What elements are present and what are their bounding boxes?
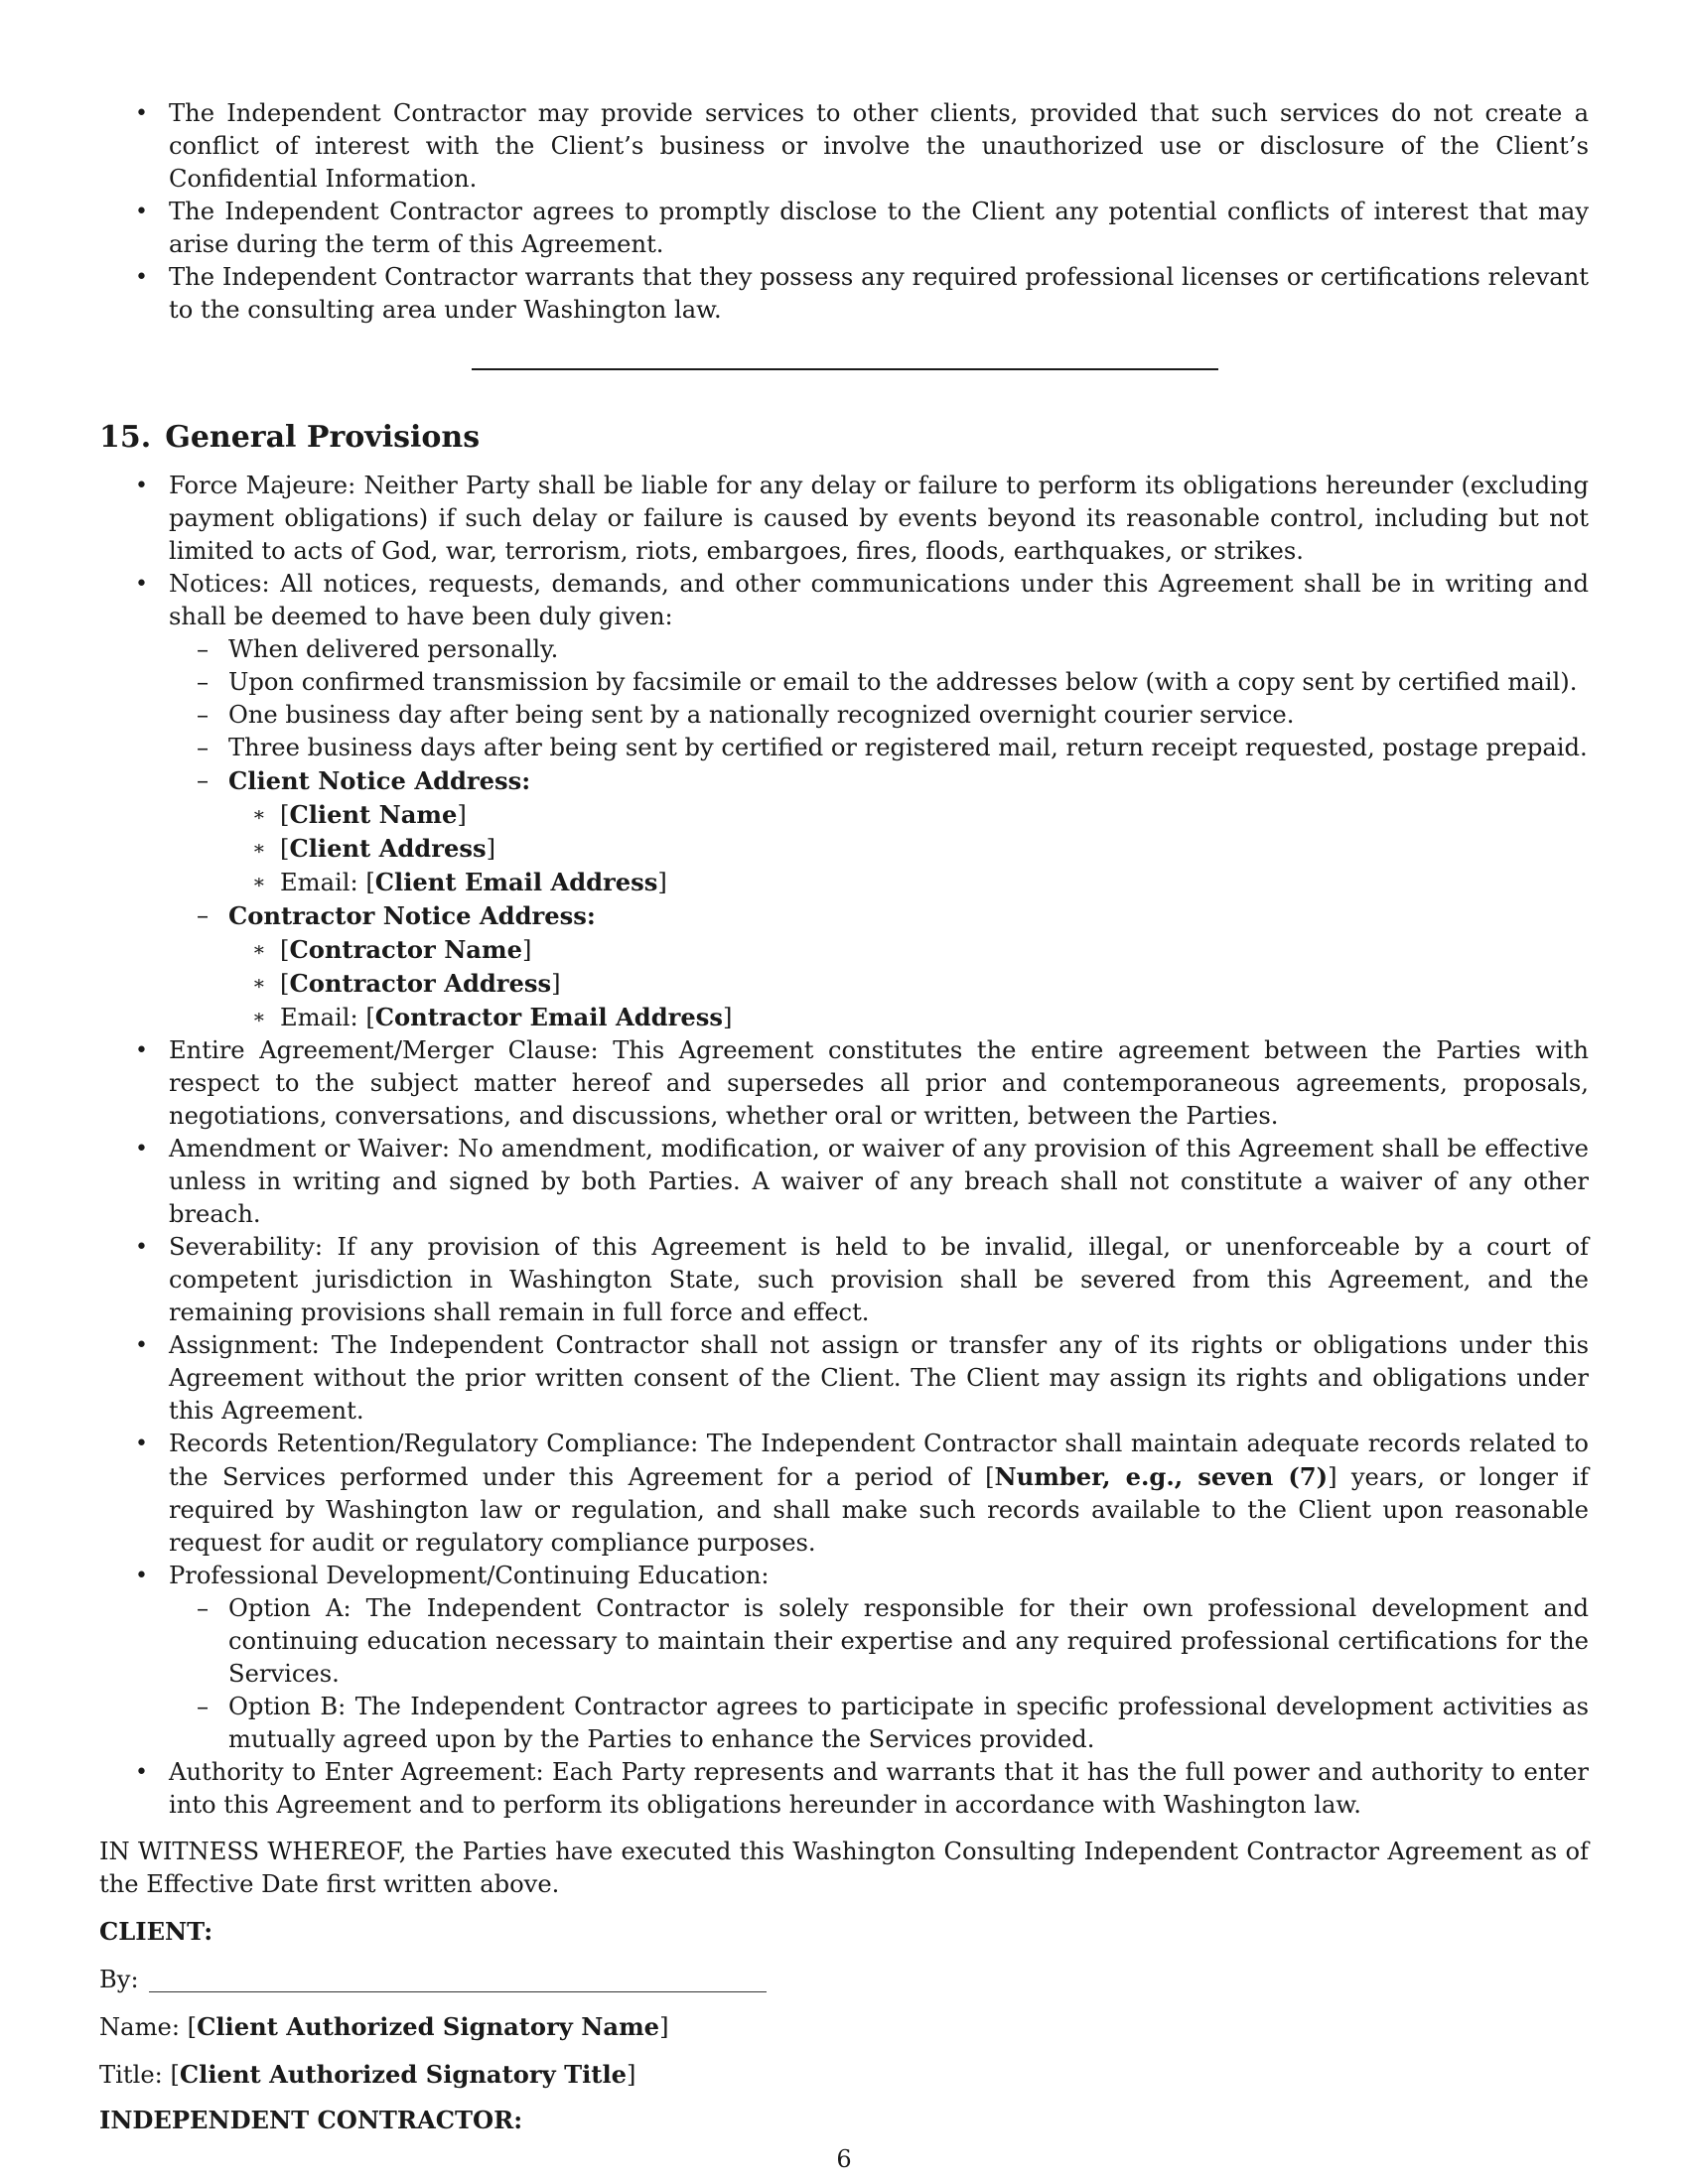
list-item: – Upon confirmed transmission by facsimile or email to the addresses below (with a copy sent by certified mail). xyxy=(169,666,1589,699)
contractor-notice-heading: Contractor Notice Address: xyxy=(228,901,596,930)
severability-item: • Severability: If any provision of this Agreement is held to be invalid, illegal, or unenforceable by a court of competent jurisdiction in Washington State, such provision shall be severed from this Agreement, and the remaining provisions shall remain in full force and effect. xyxy=(99,1231,1589,1329)
email-label: Email: xyxy=(280,869,358,896)
client-notice-heading: Client Notice Address: xyxy=(228,766,531,795)
professional-development-item xyxy=(99,1560,1589,1756)
client-address-placeholder: Client Address xyxy=(289,834,487,863)
general-provisions-list xyxy=(99,470,1589,1822)
force-majeure-item: • Force Majeure: Neither Party shall be liable for any delay or failure to perform its obligations hereunder (excluding payment obligations) if such delay or failure is caused by events beyond its reasonable control, including but not limited to acts of God, war, terrorism, riots, embargoes, fires, floods, earthquakes, or strikes. xyxy=(99,470,1589,568)
records-text-end: years, or longer if required by Washington law or regulation, and shall make such records available to the Client upon reasonable request for audit or regulatory compliance purposes. xyxy=(169,1463,1589,1557)
client-address-list xyxy=(228,798,1589,899)
client-notice-address xyxy=(169,764,1589,899)
list-item: ∗ [Contractor Name] xyxy=(228,933,1589,967)
section-divider xyxy=(472,368,1218,370)
client-signature-line xyxy=(99,1964,1589,1996)
document-page xyxy=(99,97,1589,2136)
list-item: ∗ [Client Address] xyxy=(228,832,1589,866)
page-number: 6 xyxy=(836,2145,852,2173)
list-item: – Option B: The Independent Contractor agrees to participate in specific professional development activities as mutually agreed upon by the Parties to enhance the Services provided. xyxy=(169,1691,1589,1756)
list-item: ∗ Email: [Client Email Address] xyxy=(228,866,1589,899)
notice-methods-list xyxy=(169,633,1589,1034)
client-email-placeholder: Client Email Address xyxy=(374,868,658,896)
notices-item xyxy=(99,568,1589,1034)
section-heading xyxy=(99,420,1589,456)
list-item: – One business day after being sent by a nationally recognized overnight courier service. xyxy=(169,699,1589,732)
title-placeholder: Client Authorized Signatory Title xyxy=(179,2060,628,2089)
list-item: • The Independent Contractor may provide services to other clients, provided that such services do not create a conflict of interest with the Client’s business or involve the unauthorized use or disclosure of the Client’s Confidential Information. xyxy=(99,97,1589,196)
amendment-item: • Amendment or Waiver: No amendment, modification, or waiver of any provision of this Agreement shall be effective unless in writing and signed by both Parties. A waiver of any breach shall not constitute a waiver of any other breach. xyxy=(99,1133,1589,1231)
client-signature-heading: CLIENT: xyxy=(99,1917,213,1946)
title-label: Title: xyxy=(99,2061,163,2089)
contractor-address-list xyxy=(228,933,1589,1034)
by-label: By: xyxy=(99,1966,139,1993)
list-item: ∗ [Client Name] xyxy=(228,798,1589,832)
section-title: General Provisions xyxy=(165,420,481,455)
signature-blank[interactable] xyxy=(149,1968,767,1992)
list-item: • The Independent Contractor warrants that they possess any required professional licenses or certifications relevant to the consulting area under Washington law. xyxy=(99,261,1589,327)
notices-intro: Notices: All notices, requests, demands, and other communications under this Agreement shall be in writing and shall be deemed to have been duly given: xyxy=(169,570,1589,630)
client-signatory-name: Name: [Client Authorized Signatory Name] xyxy=(99,2012,669,2041)
records-item: • Records Retention/Regulatory Compliance: The Independent Contractor shall maintain adequate records related to the Services performed under this Agreement for a period of [Number, e.g., seven (7)] years, or longer if required by Washington law or regulation, and shall make such records available to the Client upon reasonable request for audit or regulatory compliance purposes. xyxy=(99,1428,1589,1560)
list-item: ∗ [Contractor Address] xyxy=(228,967,1589,1001)
list-item: – When delivered personally. xyxy=(169,633,1589,666)
contractor-address-placeholder: Contractor Address xyxy=(289,969,552,998)
contractor-signature-heading: INDEPENDENT CONTRACTOR: xyxy=(99,2106,523,2134)
section-number: 15. xyxy=(99,420,152,455)
professional-development-options xyxy=(169,1592,1589,1756)
records-text: Records Retention/Regulatory Compliance: The Independent Contractor shall maintain adequate records related to the Services performed under this Agreement for a period of xyxy=(169,1430,1589,1491)
contractor-email-placeholder: Contractor Email Address xyxy=(374,1003,723,1031)
contractor-name-placeholder: Contractor Name xyxy=(289,935,522,964)
professional-development-intro: Professional Development/Continuing Education: xyxy=(169,1562,770,1589)
list-item: – Three business days after being sent by certified or registered mail, return receipt requested, postage prepaid. xyxy=(169,732,1589,764)
list-item: ∗ Email: [Contractor Email Address] xyxy=(228,1001,1589,1034)
client-signatory-title: Title: [Client Authorized Signatory Title] xyxy=(99,2060,636,2089)
entire-agreement-item: • Entire Agreement/Merger Clause: This Agreement constitutes the entire agreement between the Parties with respect to the subject matter hereof and supersedes all prior and contemporaneous agreements, proposals, negotiations, conversations, and discussions, whether oral or written, between the Parties. xyxy=(99,1034,1589,1133)
top-bullet-list xyxy=(99,97,1589,327)
assignment-item: • Assignment: The Independent Contractor shall not assign or transfer any of its rights or obligations under this Agreement without the prior written consent of the Client. The Client may assign its rights and obligations under this Agreement. xyxy=(99,1329,1589,1428)
list-item: • The Independent Contractor agrees to promptly disclose to the Client any potential conflicts of interest that may arise during the term of this Agreement. xyxy=(99,196,1589,261)
client-name-placeholder: Client Name xyxy=(289,800,458,829)
authority-item: • Authority to Enter Agreement: Each Party represents and warrants that it has the full power and authority to enter into this Agreement and to perform its obligations hereunder in accordance with Washington law. xyxy=(99,1756,1589,1822)
witness-clause: IN WITNESS WHEREOF, the Parties have executed this Washington Consulting Independent Contractor Agreement as of the Effective Date first written above. xyxy=(99,1838,1589,1898)
contractor-notice-address xyxy=(169,899,1589,1034)
name-placeholder: Client Authorized Signatory Name xyxy=(197,2012,660,2041)
email-label: Email: xyxy=(280,1004,358,1031)
name-label: Name: xyxy=(99,2013,180,2041)
list-item: – Option A: The Independent Contractor is solely responsible for their own professional development and continuing education necessary to maintain their expertise and any required professional certifications for the Services. xyxy=(169,1592,1589,1691)
records-period-placeholder: Number, e.g., seven (7) xyxy=(994,1462,1329,1491)
